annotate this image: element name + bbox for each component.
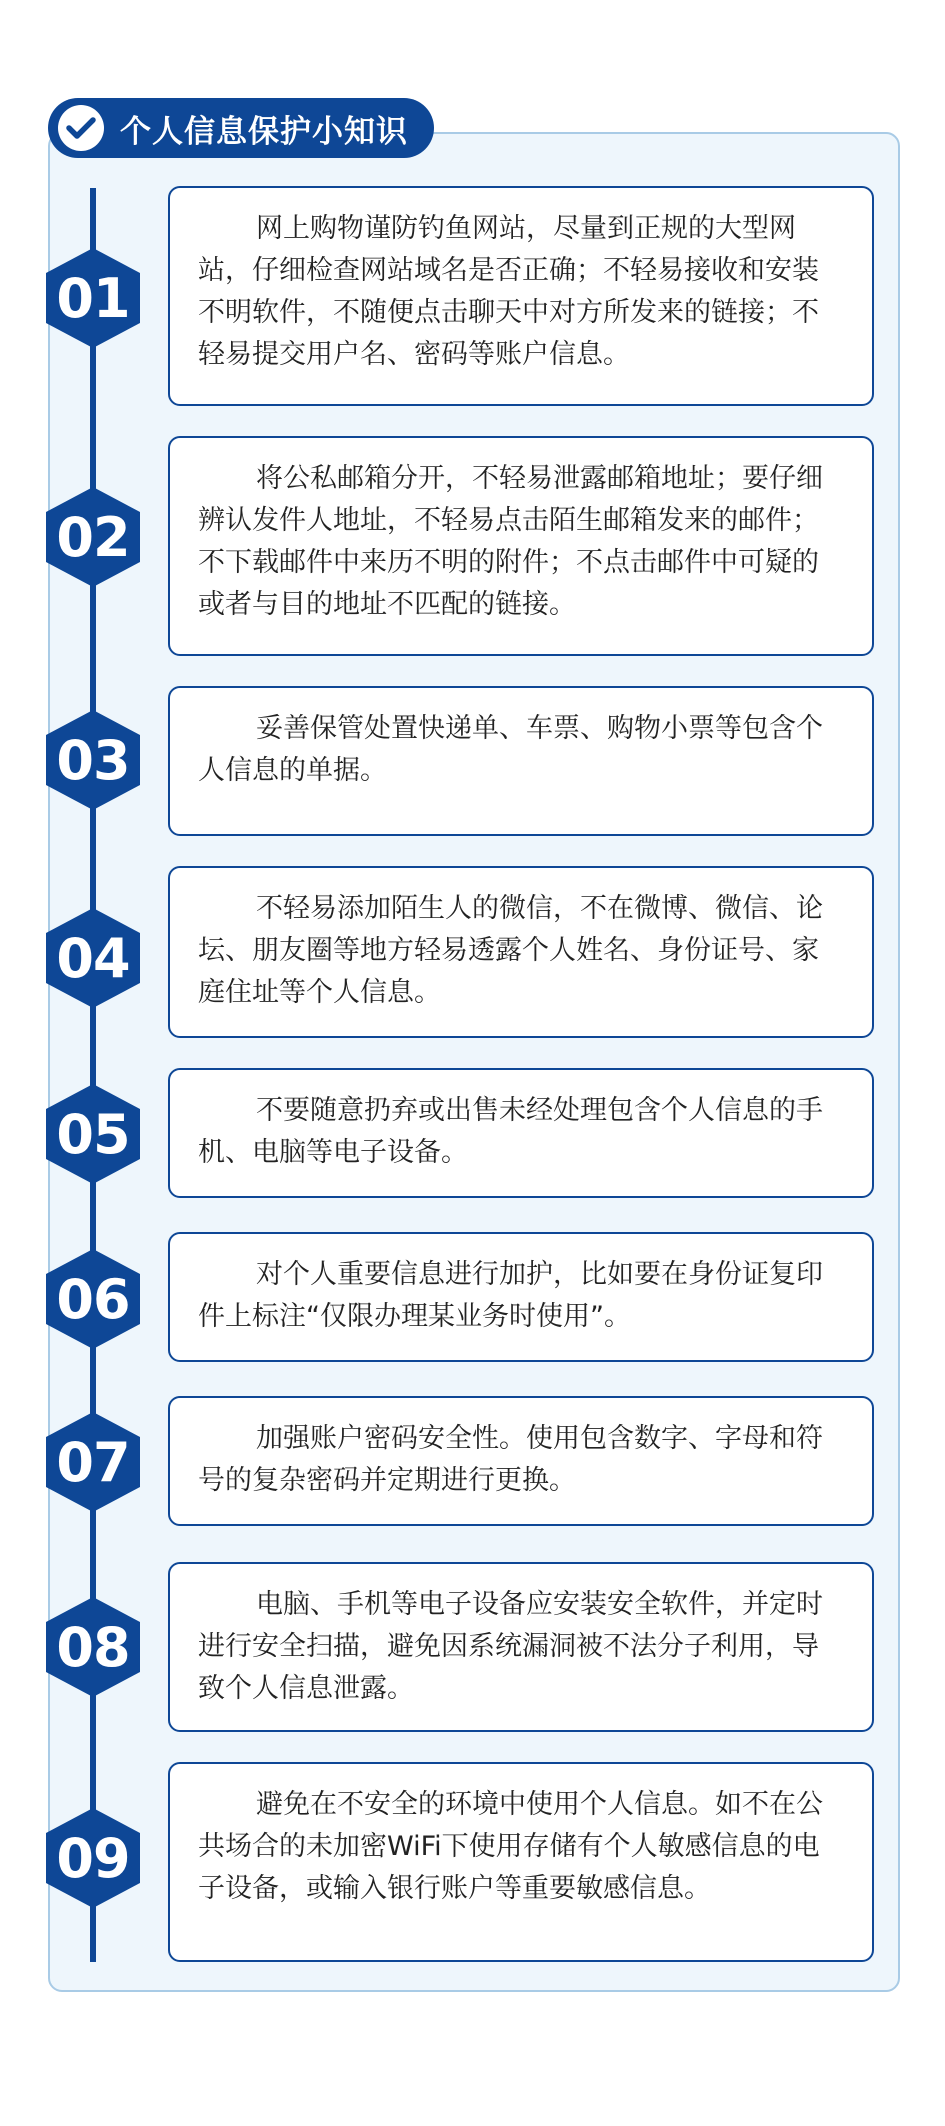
page-title: 个人信息保护小知识	[120, 113, 408, 150]
tip-number-badge	[44, 1410, 142, 1514]
tip-card	[168, 1396, 874, 1526]
tip-number-badge	[44, 485, 142, 589]
tip-text: 对个人重要信息进行加护，比如要在身份证复印件上标注“仅限办理某业务时使用”。	[198, 1259, 823, 1332]
tip-card	[168, 436, 874, 656]
tip-number: 07	[56, 1430, 130, 1494]
tip-text: 将公私邮箱分开，不轻易泄露邮箱地址；要仔细辨认发件人地址，不轻易点击陌生邮箱发来的邮件；不下载邮件中来历不明的附件；不点击邮件中可疑的或者与目的地址不匹配的链接。	[198, 463, 823, 620]
tip-number-badge	[44, 1595, 142, 1699]
tip-number: 05	[56, 1102, 130, 1166]
tip-number: 09	[56, 1826, 130, 1890]
tip-number: 03	[56, 728, 130, 792]
tip-card	[168, 1762, 874, 1962]
tip-text: 妥善保管处置快递单、车票、购物小票等包含个人信息的单据。	[198, 713, 823, 786]
tip-text: 加强账户密码安全性。使用包含数字、字母和符号的复杂密码并定期进行更换。	[198, 1423, 823, 1496]
tip-number: 08	[56, 1615, 130, 1679]
tip-number: 04	[56, 926, 130, 990]
tip-card	[168, 1232, 874, 1362]
tip-card	[168, 1068, 874, 1198]
tip-card	[168, 866, 874, 1038]
tip-number-badge	[44, 708, 142, 812]
tip-text: 不轻易添加陌生人的微信，不在微博、微信、论坛、朋友圈等地方轻易透露个人姓名、身份证号、家庭住址等个人信息。	[198, 893, 823, 1008]
tip-number: 06	[56, 1267, 130, 1331]
tip-text: 网上购物谨防钓鱼网站，尽量到正规的大型网站，仔细检查网站域名是否正确；不轻易接收和安装不明软件，不随便点击聊天中对方所发来的链接；不轻易提交用户名、密码等账户信息。	[198, 213, 819, 370]
tip-number-badge	[44, 906, 142, 1010]
tip-card	[168, 1562, 874, 1732]
check-circle-icon	[58, 105, 104, 151]
tip-number-badge	[44, 1247, 142, 1351]
tip-number-badge	[44, 246, 142, 350]
tip-number: 02	[56, 505, 130, 569]
tip-number-badge	[44, 1806, 142, 1910]
tip-card	[168, 186, 874, 406]
tip-card	[168, 686, 874, 836]
tip-number: 01	[56, 266, 130, 330]
tip-text: 避免在不安全的环境中使用个人信息。如不在公共场合的未加密WiFi下使用存储有个人敏感信息的电子设备，或输入银行账户等重要敏感信息。	[198, 1789, 823, 1904]
title-banner	[48, 98, 434, 158]
tip-text: 电脑、手机等电子设备应安装安全软件，并定时进行安全扫描，避免因系统漏洞被不法分子利用，导致个人信息泄露。	[198, 1589, 823, 1704]
tip-text: 不要随意扔弃或出售未经处理包含个人信息的手机、电脑等电子设备。	[198, 1095, 823, 1168]
tip-number-badge	[44, 1082, 142, 1186]
